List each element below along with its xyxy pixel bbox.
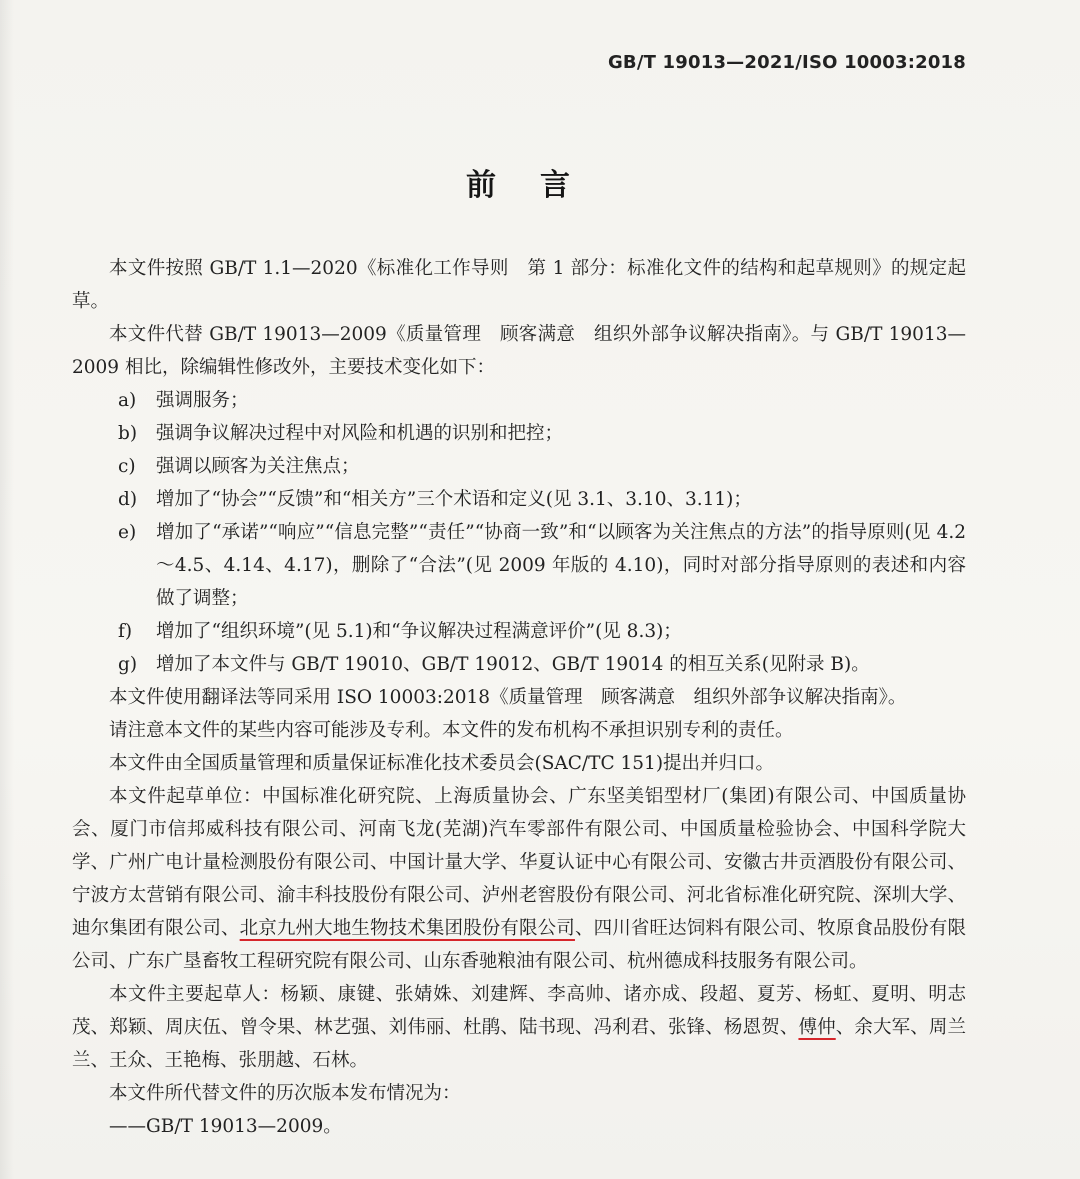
drafters-text: 本文件主要起草人：杨颖、康键、张婧姝、刘建辉、李高帅、诸亦成、段超、夏芳、杨虹、夏明、明志茂、郑颖、周庆伍、曾令果、林艺强、刘伟丽、杜鹃、陆书现、冯利君、张锋、杨恩贺、 (72, 984, 966, 1038)
paragraph-history-item: ——GB/T 19013—2009。 (109, 1116, 342, 1137)
paragraph-proposer: 本文件由全国质量管理和质量保证标准化技术委员会(SAC/TC 151)提出并归口。 (109, 753, 775, 774)
list-item-label: b) (118, 423, 138, 444)
list-item (72, 450, 966, 483)
section-title: 前言 (466, 168, 614, 203)
list-item (72, 417, 966, 450)
paragraph-drafters (72, 978, 966, 1077)
list-item (72, 615, 966, 648)
list-item-text: 增加了“承诺”“响应”“信息完整”“责任”“协商一致”和“以顾客为关注焦点的方法”的指导原则(见 4.2～4.5、4.14、4.17)，删除了“合法”(见 2009 年版的 4.10)，同时对部分指导原则的表述和内容做了调整； (156, 522, 966, 609)
paragraph-history: 本文件所代替文件的历次版本发布情况为： (109, 1083, 461, 1104)
drafting-units-text: 本文件起草单位：中国标准化研究院、上海质量协会、广东坚美铝型材厂(集团)有限公司、中国质量协会、厦门市信邦威科技有限公司、河南飞龙(芜湖)汽车零部件有限公司、中国质量检验协会、中国科学院大学、广州广电计量检测股份有限公司、中国计量大学、华夏认证中心有限公司、安徽古井贡酒股份有限公司、宁波方太营销有限公司、渝丰科技股份有限公司、泸州老窖股份有限公司、河北省标准化研究院、深圳大学、迪尔集团有限公司、 (72, 786, 966, 939)
list-item-label: g) (118, 654, 138, 675)
preface-body (72, 252, 966, 1143)
list-item-text: 增加了“组织环境”(见 5.1)和“争议解决过程满意评价”(见 8.3)； (156, 621, 682, 642)
list-item-text: 增加了“协会”“反馈”和“相关方”三个术语和定义(见 3.1、3.10、3.11)； (156, 489, 752, 510)
list-item-text: 强调争议解决过程中对风险和机遇的识别和把控； (156, 423, 564, 444)
list-item (72, 483, 966, 516)
paragraph-replacement: 本文件代替 GB/T 19013—2009《质量管理 顾客满意 组织外部争议解决指南》。与 GB/T 19013—2009 相比，除编辑性修改外，主要技术变化如下： (72, 324, 966, 378)
list-item-label: c) (118, 456, 136, 477)
drafters-text-end: 、余大军、周兰兰、王众、王艳梅、张朋越、石林。 (72, 1017, 966, 1071)
paragraph-drafting-rules: 本文件按照 GB/T 1.1—2020《标准化工作导则 第 1 部分：标准化文件的结构和起草规则》的规定起草。 (72, 258, 966, 312)
paragraph-patent-notice: 请注意本文件的某些内容可能涉及专利。本文件的发布机构不承担识别专利的责任。 (109, 720, 794, 741)
drafting-units-text-end: 、四川省旺达饲料有限公司、牧原食品股份有限公司、广东广垦畜牧工程研究院有限公司、山东香驰粮油有限公司、杭州德成科技服务有限公司。 (72, 918, 966, 972)
list-item-text: 强调服务； (156, 390, 249, 411)
paragraph-drafting-units (72, 780, 966, 978)
highlighted-unit: 北京九州大地生物技术集团股份有限公司 (239, 918, 575, 939)
list-item-text: 增加了本文件与 GB/T 19010、GB/T 19012、GB/T 19014 的相互关系(见附录 B)。 (156, 654, 870, 675)
list-item-label: d) (118, 489, 138, 510)
highlighted-drafter: 傅仲 (798, 1017, 836, 1038)
list-item-label: a) (118, 390, 137, 411)
list-item-label: f) (118, 621, 133, 642)
list-item (72, 384, 966, 417)
list-item-label: e) (118, 522, 137, 543)
list-item (72, 516, 966, 615)
standard-number: GB/T 19013—2021/ISO 10003:2018 (607, 52, 966, 73)
list-item (72, 648, 966, 681)
paragraph-adoption: 本文件使用翻译法等同采用 ISO 10003:2018《质量管理 顾客满意 组织外部争议解决指南》。 (109, 687, 907, 708)
list-item-text: 强调以顾客为关注焦点； (156, 456, 360, 477)
